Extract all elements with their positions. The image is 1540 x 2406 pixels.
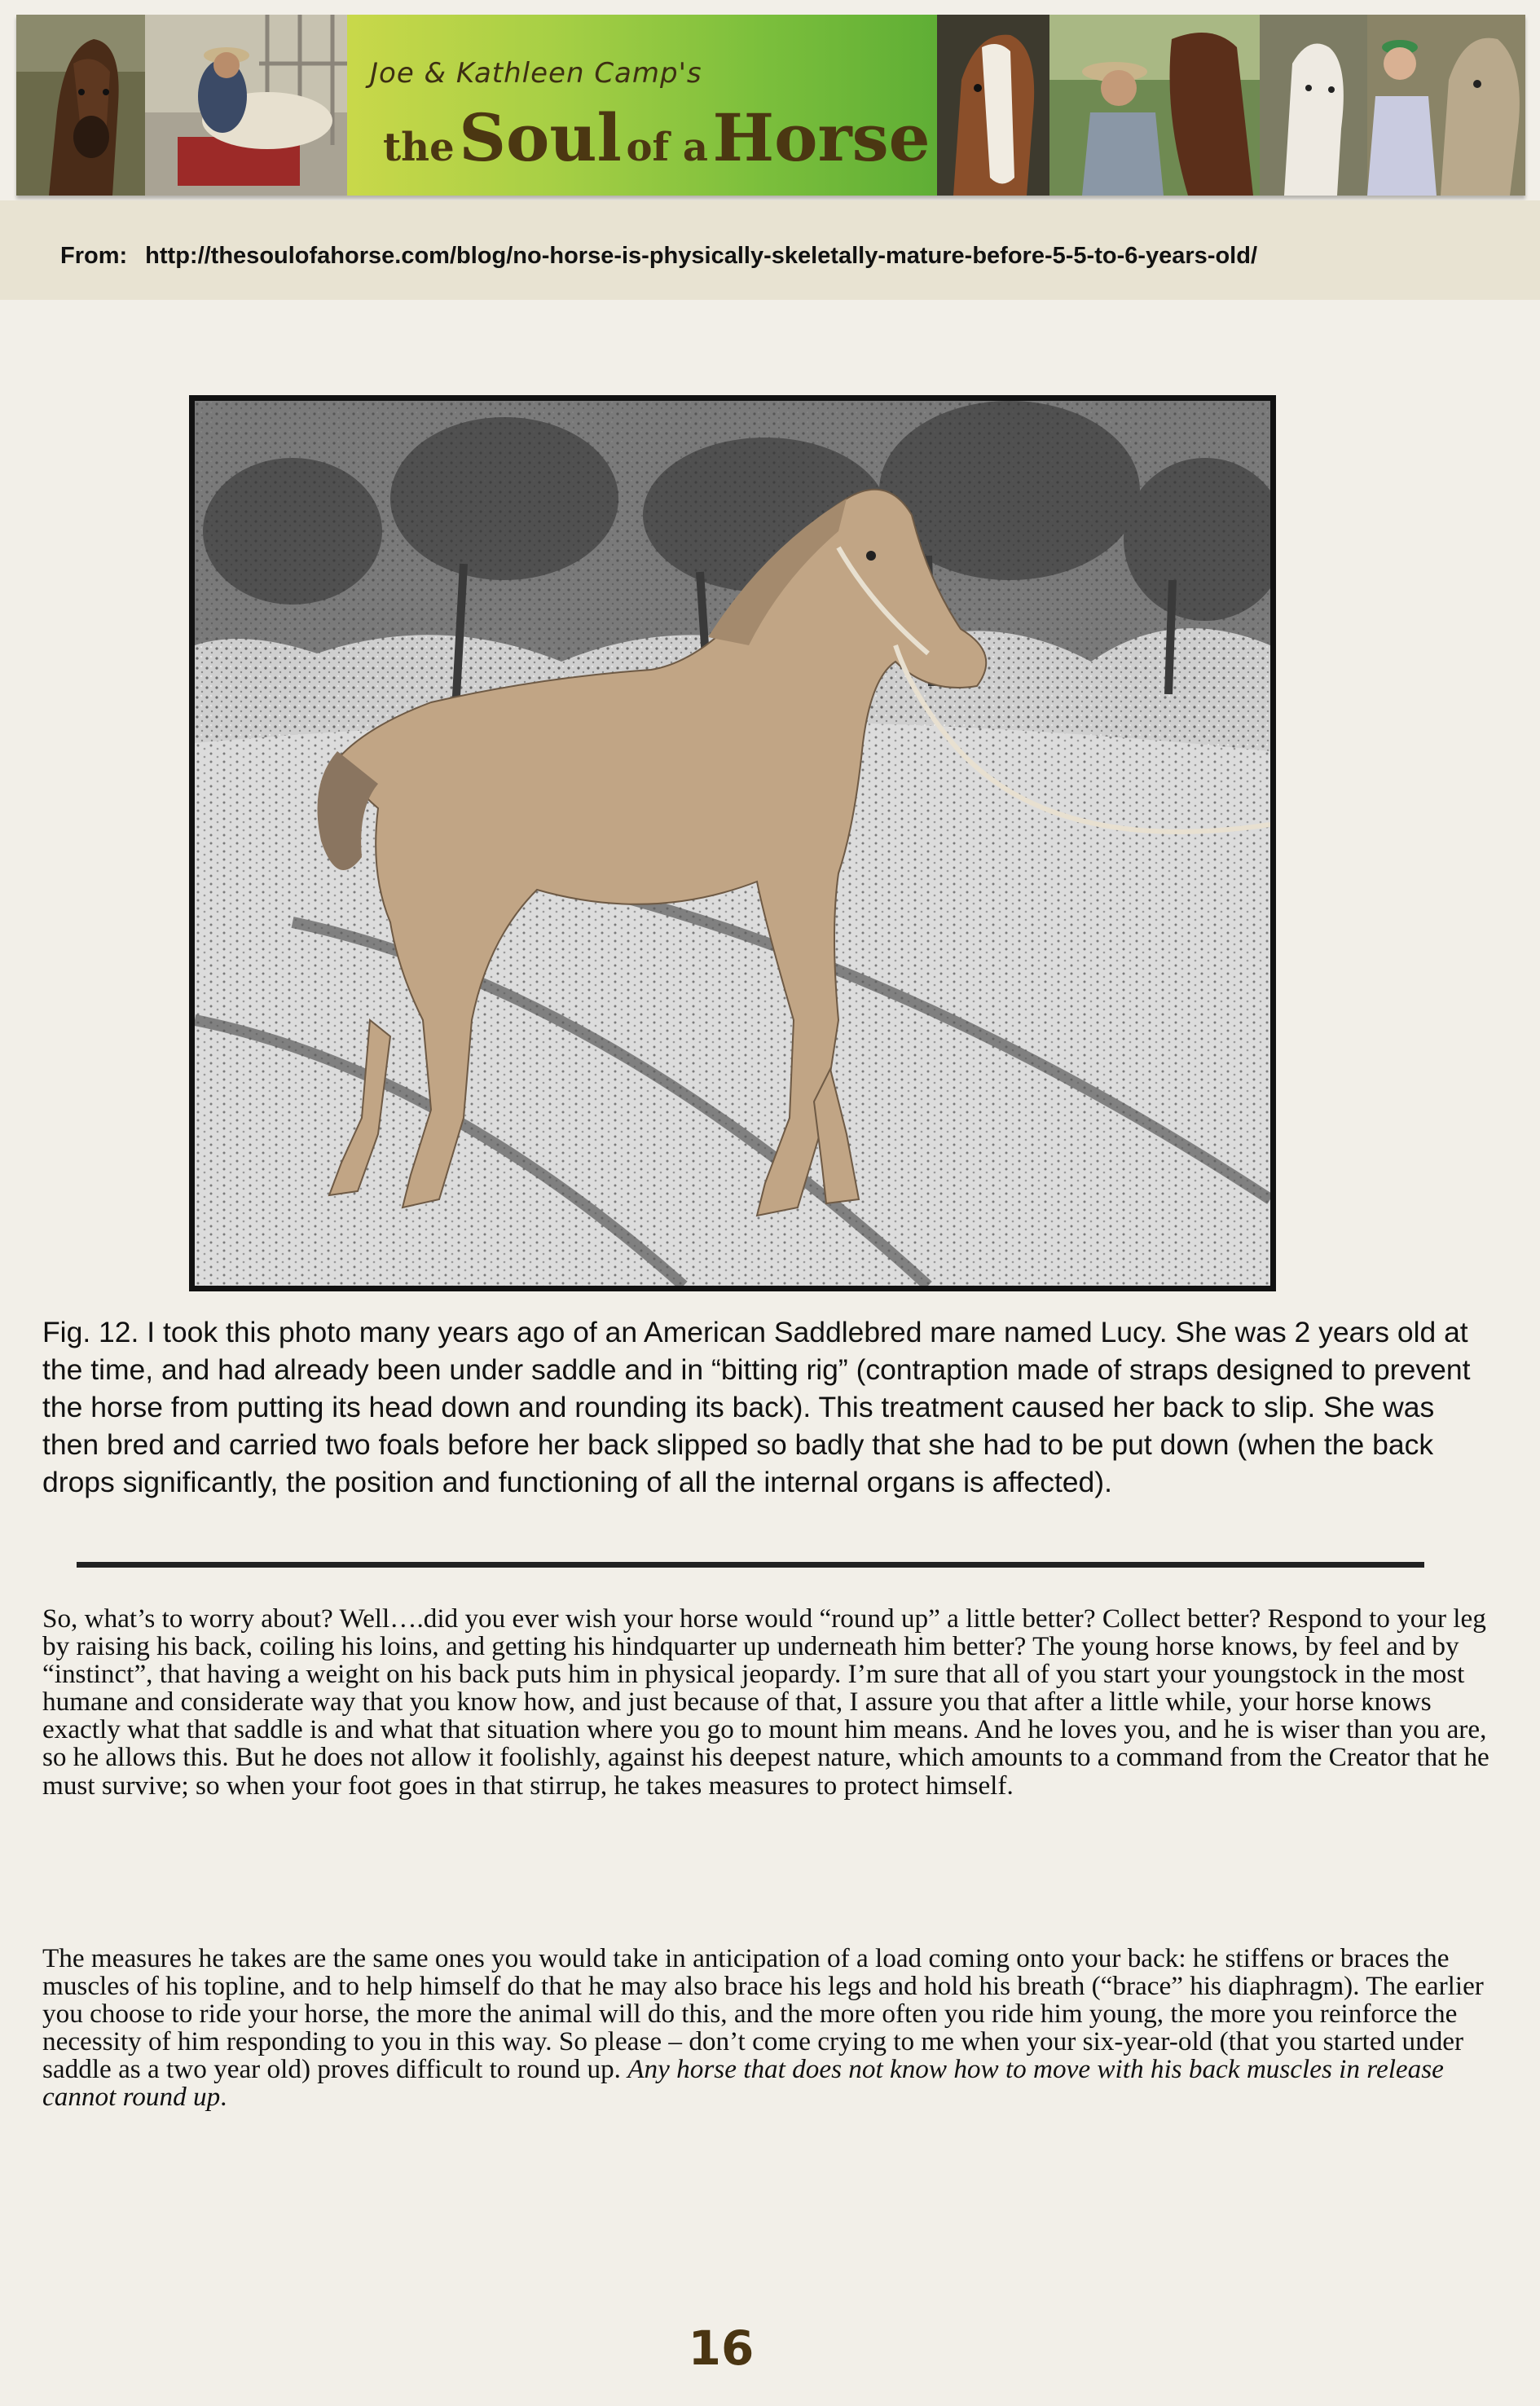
logo-word-the: the (383, 125, 455, 170)
logo-word-soul: Soul (459, 99, 622, 176)
source-url-link[interactable]: http://thesoulofahorse.com/blog/no-horse-is-physically-skeletally-mature-before-5-5-to-6-years-old/ (145, 243, 1258, 269)
man-with-foal-photo (145, 15, 347, 196)
logo-word-of-a: of a (626, 125, 708, 170)
source-line (60, 243, 1257, 270)
logo-word-horse: Horse (712, 99, 931, 176)
figure-caption: Fig. 12. I took this photo many years ago of an American Saddlebred mare named Lucy. She was 2 years old at the time, and had already been under saddle and in “bitting rig” (contraption made of straps designed to prevent the horse from putting its head down and rounding its back). This treatment caused her back to slip. She was then bred and carried two foals before her back slipped so badly that she had to be put down (when the back drops significantly, the position and functioning of all the internal organs is affected). (42, 1316, 1471, 1498)
body-paragraph-1: So, what’s to worry about? Well….did you ever wish your horse would “round up” a little better? Collect better? Respond to your leg by raising his back, coiling his loins, and getting his hindquarter up underneath him better? The young horse knows, by feel and by “instinct”, that having a weight on his back puts him in physical jeopardy. I’m sure that all of you start your youngstock in the most humane and considerate way that you know how, and just because of that, I assure you that after a little while, your horse knows exactly what that saddle is and what that situation where you go to mount him means. And he loves you, and he is wiser than you are, so he allows this. But he does not allow it foolishly, against his deepest nature, which amounts to a command from the Creator that he must survive; so when your foot goes in that stirrup, he takes measures to protect himself. (42, 1603, 1489, 1801)
site-logo[interactable] (347, 15, 937, 196)
paragraph-2-end: . (220, 2082, 227, 2113)
logo-tagline: Joe & Kathleen Camp's (370, 57, 702, 90)
source-label: From: (60, 243, 128, 269)
man-kissing-horse-photo (1049, 15, 1260, 196)
horse-figure-photo (189, 395, 1276, 1291)
paragraph-2-text: The measures he takes are the same ones you would take in anticipation of a load coming onto your back: he stiffens or braces the muscles of his topline, and to help himself do that he may also brace his legs and hold his breath (“brace” his diaphragm). The earlier you choose to ride your horse, the more the animal will do this, and the more often you ride him young, the more you reinforce the necessity of him responding to you in this way. So please – don’t come crying to me when your six-year-old (that you started under saddle as a two year old) proves difficult to round up. (42, 1943, 1484, 2085)
white-horse-photo (1260, 15, 1367, 196)
paragraph-2-italic: Any horse that does not know how to move with his back muscles in release cannot round up (42, 2054, 1444, 2113)
woman-with-horse-photo (1367, 15, 1525, 196)
header-banner (16, 15, 1525, 196)
horse-photo-paint (937, 15, 1049, 196)
page-number: 16 (688, 2320, 755, 2376)
body-paragraph-2 (42, 1945, 1501, 2112)
divider-rule (77, 1562, 1424, 1568)
logo-title (383, 99, 931, 176)
horse-photo-bay (16, 15, 145, 196)
